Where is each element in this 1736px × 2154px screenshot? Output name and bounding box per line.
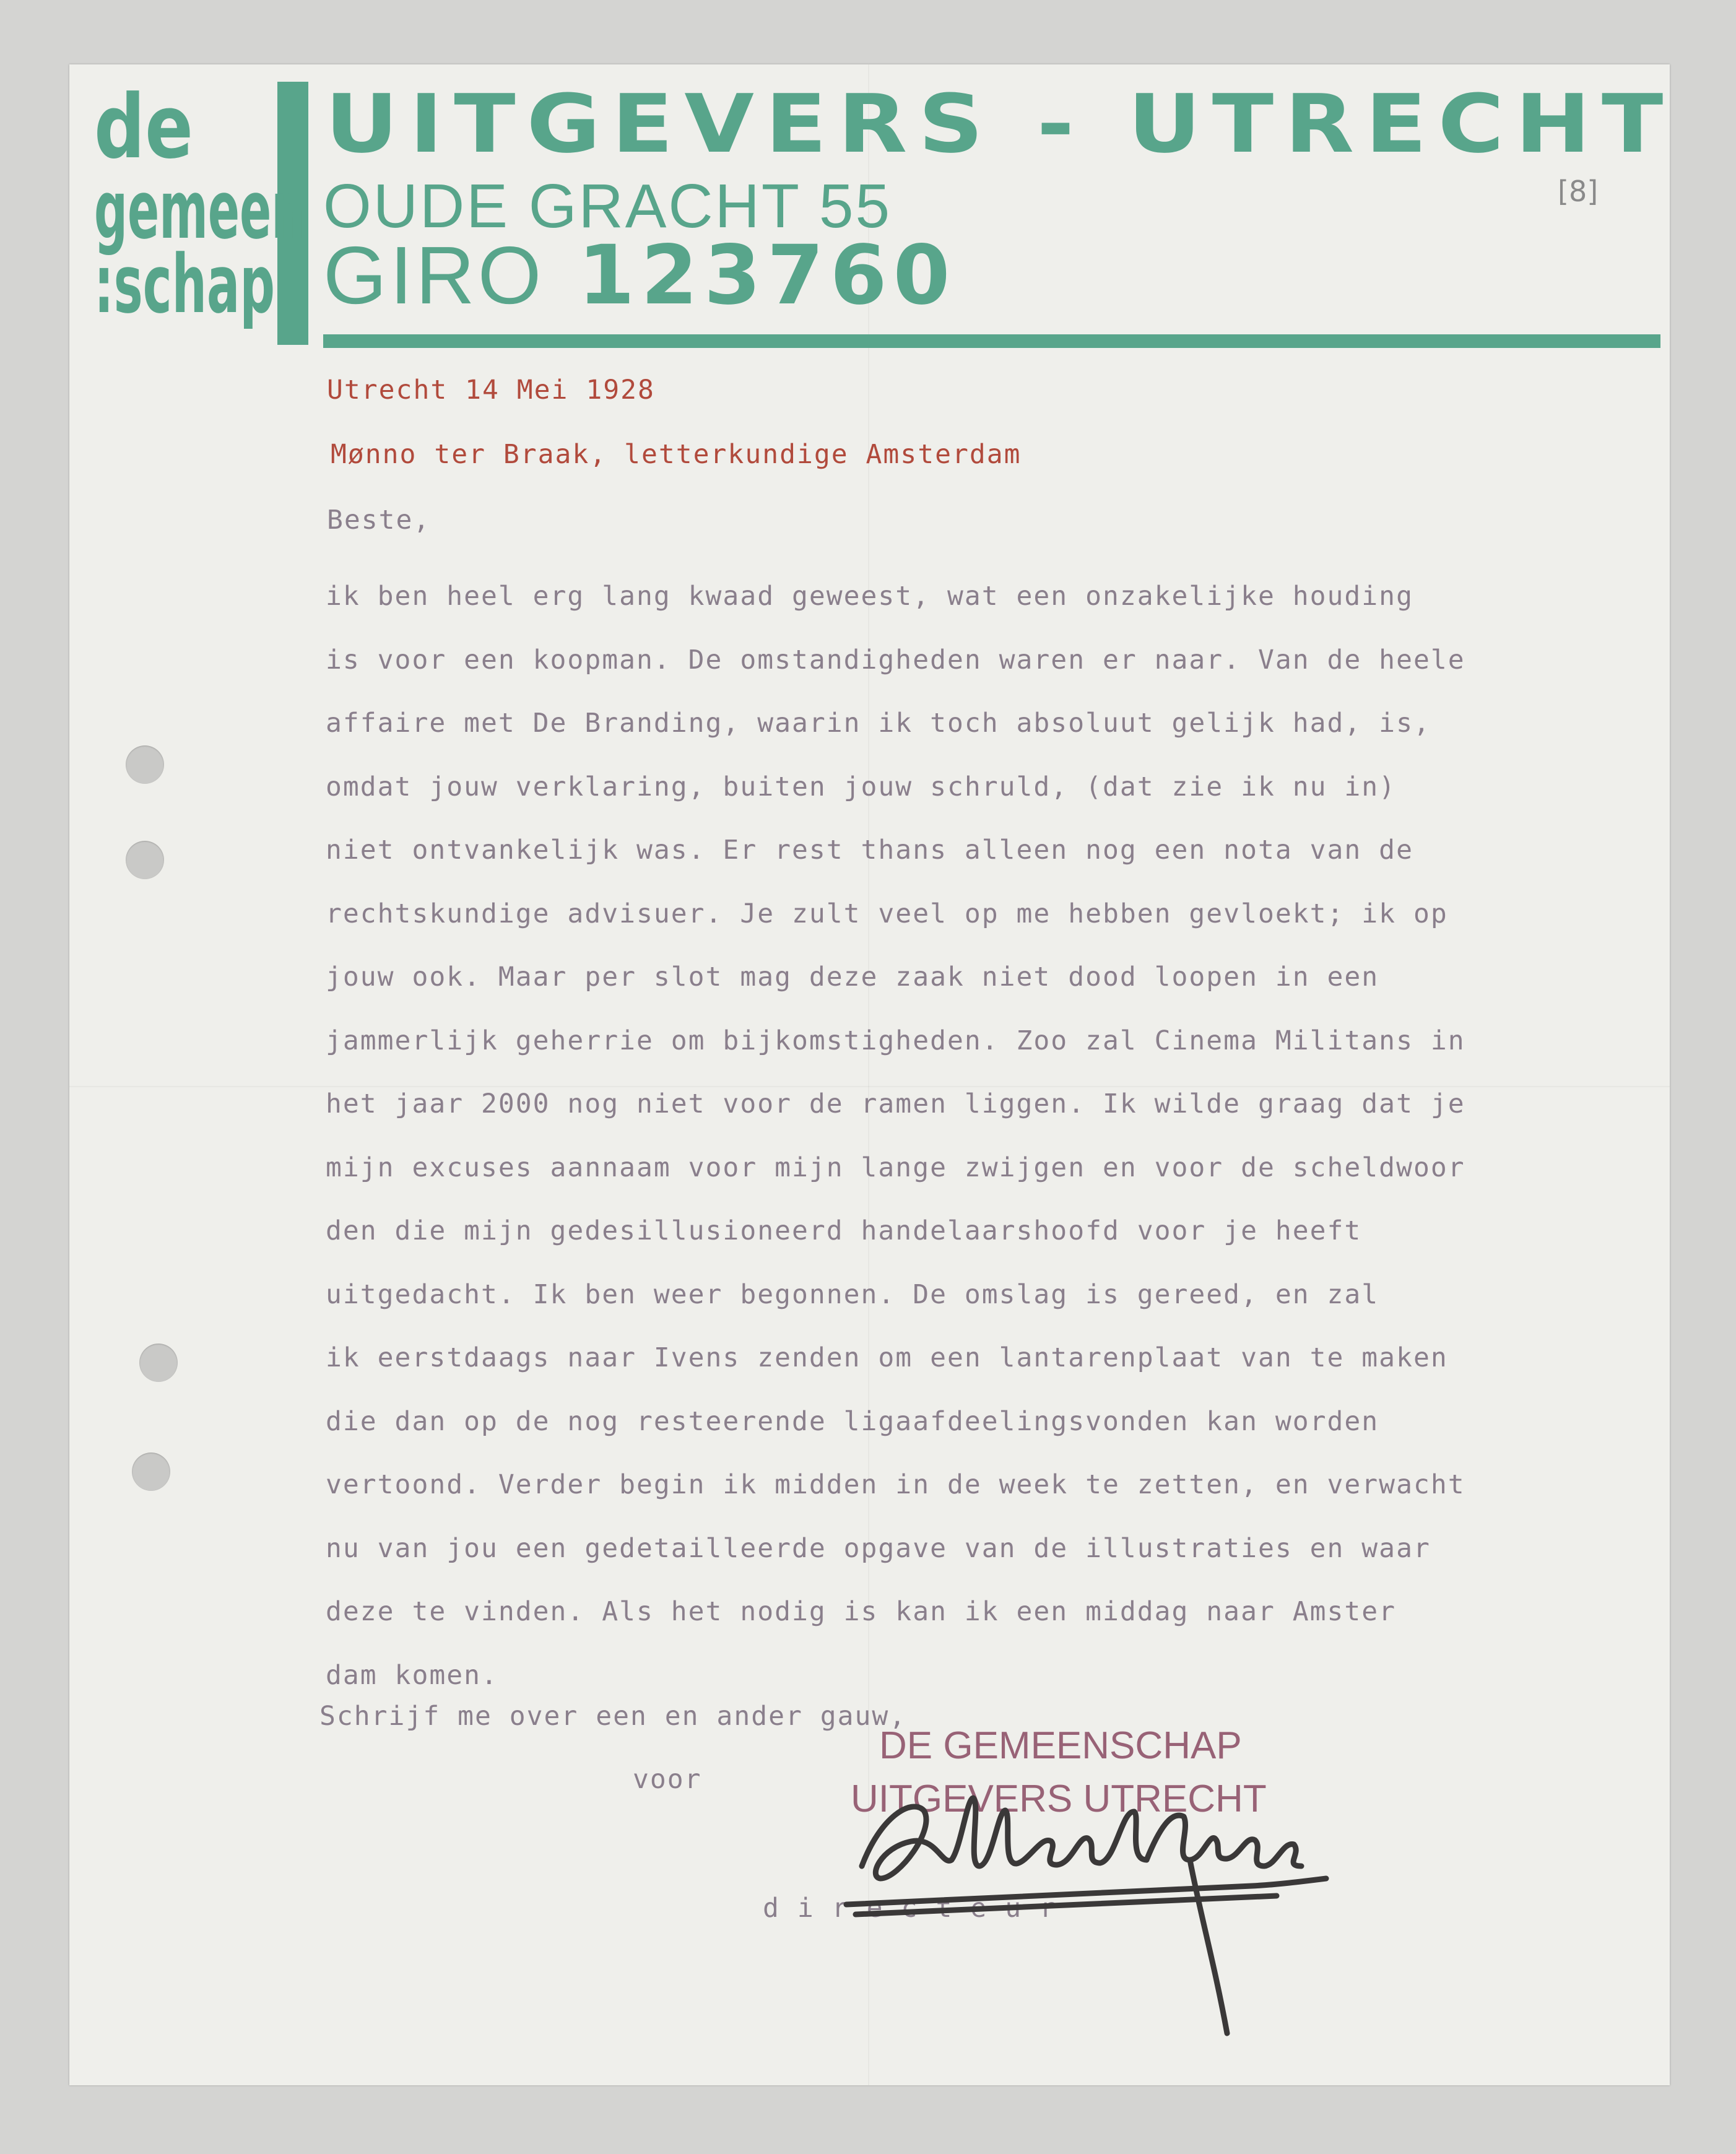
- letterhead-giro: [323, 228, 956, 323]
- body-line: uitgedacht. Ik ben weer begonnen. De omslag is gereed, en zal: [326, 1279, 1379, 1310]
- stamp-line-2: UITGEVERS UTRECHT: [851, 1778, 1267, 1820]
- body-line: het jaar 2000 nog niet voor de ramen liggen. Ik wilde graag dat je: [326, 1088, 1465, 1119]
- archive-mark: [8]: [1558, 175, 1599, 208]
- svg-text:de: de: [94, 76, 193, 178]
- body-line: mijn excuses aannaam voor mijn lange zwijgen en voor de scheldwoor: [326, 1152, 1465, 1183]
- date-line: Utrecht 14 Mei 1928: [327, 375, 655, 406]
- closing-line: Schrijf me over een en ander gauw,: [319, 1701, 907, 1732]
- salutation: Beste,: [327, 505, 431, 536]
- body-line: jammerlijk geherrie om bijkomstigheden. Zoo zal Cinema Militans in: [326, 1025, 1465, 1056]
- letter-sheet: [69, 64, 1675, 2085]
- recipient-line: Mønno ter Braak, letterkundige Amsterdam: [331, 439, 1022, 470]
- body-line: niet ontvankelijk was. Er rest thans alleen nog een nota van de: [326, 835, 1413, 866]
- stamp-line-1: DE GEMEENSCHAP: [879, 1724, 1242, 1767]
- giro-label: GIRO: [323, 230, 545, 321]
- giro-number: 123760: [578, 228, 957, 323]
- body-line: nu van jou een gedetailleerde opgave van de illustraties en waar: [326, 1532, 1431, 1564]
- punch-hole: [126, 745, 164, 784]
- svg-text::schap: :schap: [94, 237, 275, 331]
- body-line: ik ben heel erg lang kwaad geweest, wat een onzakelijke houding: [326, 581, 1413, 612]
- body-line: dam komen.: [326, 1659, 498, 1691]
- body-line: die dan op de nog resteerende ligaafdeelingsvonden kan worden: [326, 1405, 1379, 1437]
- body-line: den die mijn gedesillusioneerd handelaarshoofd voor je heeft: [326, 1215, 1362, 1246]
- letterhead-address: OUDE GRACHT 55: [323, 172, 892, 241]
- punch-hole: [139, 1344, 178, 1382]
- punch-hole: [132, 1453, 170, 1491]
- body-line: deze te vinden. Als het nodig is kan ik een middag naar Amster: [326, 1596, 1397, 1627]
- body-line: is voor een koopman. De omstandigheden waren er naar. Van de heele: [326, 644, 1465, 675]
- letterhead-rule: [323, 334, 1660, 348]
- letter-body: [326, 565, 1465, 1707]
- body-line: ik eerstdaags naar Ivens zenden om een lantarenplaat van te maken: [326, 1342, 1448, 1373]
- publisher-logo: [92, 78, 315, 350]
- voor-label: voor: [633, 1764, 702, 1795]
- body-line: omdat jouw verklaring, buiten jouw schruld, (dat zie ik nu in): [326, 771, 1397, 802]
- svg-text:gemeen: gemeen: [94, 163, 305, 257]
- letterhead-company: UITGEVERS - UTRECHT: [325, 77, 1675, 171]
- signature: [843, 1773, 1413, 2058]
- body-line: jouw ook. Maar per slot mag deze zaak niet dood loopen in een: [326, 962, 1379, 992]
- title-label: directeur: [763, 1893, 1074, 1924]
- body-line: rechtskundige advisuer. Je zult veel op me hebben gevloekt; ik op: [326, 898, 1448, 929]
- punch-hole: [126, 841, 164, 879]
- body-line: affaire met De Branding, waarin ik toch absoluut gelijk had, is,: [326, 708, 1431, 739]
- body-line: vertoond. Verder begin ik midden in de week te zetten, en verwacht: [326, 1469, 1465, 1500]
